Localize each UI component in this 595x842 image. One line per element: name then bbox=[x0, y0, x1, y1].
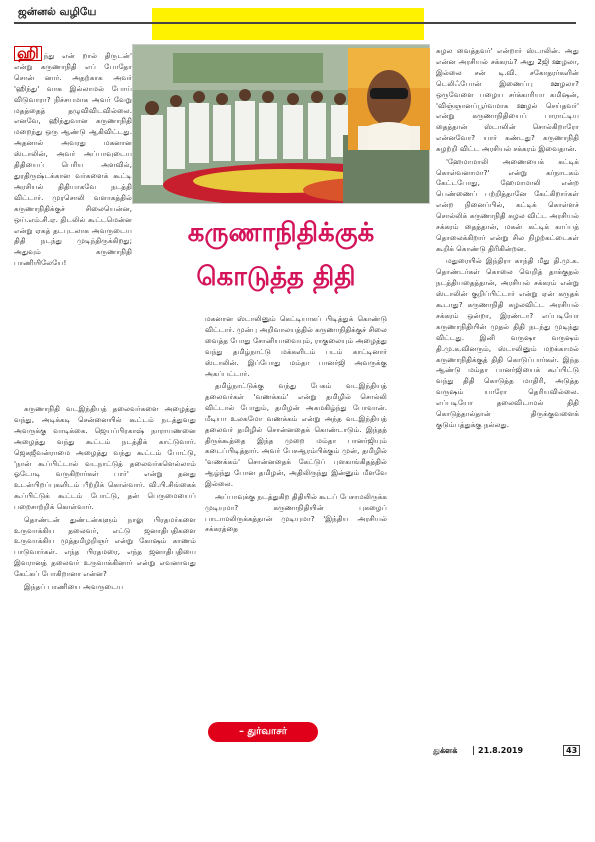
header-yellow-bar bbox=[152, 8, 424, 40]
headline-line-2: கொடுத்த திதி bbox=[196, 262, 356, 292]
article-paragraph: தொண்டன் துண்டன்களும் நாலு பிரதமர்களை உருவாக்கிய தலைவர், எட்டு ஜனாதிபதிகளை உருவாக்கிய முத்தமிழறிஞர் என்று கோஷம் காணம் பாடுவார்கள். எந்த பிரதமரை, எந்த ஜனாதிபதியை இவரானத் தலைவர் உருவாக்கினார் என்று எவனாவது கேட்கப் போகிறானா என்ன? bbox=[14, 514, 196, 579]
portrait-photo bbox=[348, 48, 430, 150]
article-column-2 bbox=[205, 314, 387, 714]
article-column-1 bbox=[14, 44, 132, 268]
dropcap: ஹி bbox=[14, 46, 42, 61]
article-paragraph: ஹி ந்து என் றால் திருடன்' என்று கருணாநிதி எப் போதோ சொன் னார். அதற்காக அவர் 'ஹிந்து' வாக இல்லாமல் போய் விடுவாரா? நிச்சயமாக அவர் வேறு மதத்தைத் தழுவிவிடவில்லை. எனவே, ஹிந்துவான கருணாநிதி மறைந்து ஒரு ஆண்டு ஆகிவிட்டது. அதனால் அவரது மகனான ஸ்டாலின், அவர் அப்பாவுடைய திதியைப் பெரிய அளவில், துரதிருஷ்டக்கான வர்களைக் கூட்டி அரசியல் திதியாகவே நடத்தி விட்டார். முரசொலி வளாகத்தில் கருணாநிதிக்குச் சிலையென்ன, ஒய்.எம்.சி.ஏ. திடலில் கூட்டமென்ன என்று ஏகத் தடபுடலாக அவருடைய திதி நடந்து முடிந்திருக்கிறது; அதுவும் கருணாநிதி பாணியிலேயே! bbox=[14, 44, 132, 268]
article-paragraph: 'ஹேமாமாலி அணையைக் கட்டிக் கொள்வனாமா?' என்று கர்நாடகம் கேட்டபோது, ஹேமாமாலி என்ற பெண்ணைப் பற்றித்தானே கேட்கிறார்கள் என்ற நினைப்பில், கட்டிக் கொள்ளச் சொல்லிக் கருணாநிதி சுழல விட்ட அரசியல் சக்கரம் தைத்தான், மகன் கட்டிக் காப்பத் தொலைக்கிறார் என்று சில நிழற்கட்டைகள் கூறிக் கொண்டு திரிகின்றன. bbox=[436, 156, 579, 253]
article-column-1-lower bbox=[14, 218, 124, 318]
article-paragraph: இந்தப் பாணியை அவருடைய bbox=[24, 581, 124, 591]
article-paragraph: அப்பாவுக்கு நடத்துகிற திதியில் கூடப் பேசாமலிருக்க முடியுமா? கருணாநிதியின் புகழைப் பாடாமலிருக்கத்தான் முடியுமா? 'இந்திய அரசியல் சக்கரத்தை bbox=[205, 491, 387, 534]
article-paragraph: சுழல வைத்தவர்' என்றார் ஸ்டாலின். அது என்ன அரசியல் சக்கரம்? அது 2ஜி ஊழலா, இல்லை சன் டி.வி. சகோதரர்களின் டெலிஃபோன் இணைப்பு ஊழலா? ஒருவேளை பழைய சர்க்காரியா கமிஷன், 'விஞ்ஞானப்பூர்வமாக ஊழல் செய்தவர்' என்று கருணாநிதியைப் பாராட்டிய தைத்தான் ஸ்டாலின் சொல்கிறாரோ என்னவோ? யார் கண்டது? கருணாநிதி சுழற்றி விட்ட அரசியல் சக்கரம் இவைதான். bbox=[436, 46, 579, 154]
page-footer bbox=[433, 745, 580, 759]
article-paragraph: மகனான ஸ்டாலினும் கெட்டியாகப் பிடித்துக் கொண்டு விட்டார். முன்பு அறிவாலயத்தில் கருணாநிதிக்குச் சிலை வைத்த போது சோனியாவையும், ராகுலையும் அழைத்து வந்து தமிழ்நாட்டு மக்களிடம் படம் காட்டினார் ஸ்டாலின். இப்போது மம்தா பானர்ஜி அவருக்கு அகப்பட்டார். bbox=[205, 314, 387, 378]
headline-line-1: கருணாநிதிக்குக் bbox=[187, 218, 375, 248]
publication-name: துக்ளக் bbox=[433, 746, 458, 755]
issue-date: 21.8.2019 bbox=[473, 746, 527, 755]
author-byline: – துர்வாசர் bbox=[208, 722, 318, 742]
article-column-1-bottom bbox=[14, 404, 196, 744]
article-paragraph: தமிழ்நாட்டுக்கு வந்து பேசும் வடஇந்தியத் தலைவர்கள் 'வணக்கம்' என்று தமிழில் சொல்லி விட்டால் போதும், தமிழன் அகமகிழ்ந்து போவான். மீடியா உலகமோ வணக்கம் என்று அந்த வடஇந்தியத் தலைவர் தமிழில் சொன்னதைக் கொண்டாடும். இந்தத் திருக்கூத்தை இந்த முறை மம்தா பானர்ஜியும் கடைப்பிடித்தார். அவர் பேசஆரம்பிக்கும் முன், தமிழில் 'வணக்கம்' சொன்னதைக் கேட்டுப் புளகாங்கிதத்தில் ஆழ்ந்து போன தமிழன், அதிலிருந்து இன்னும் மீளவே இல்லை. bbox=[205, 381, 387, 489]
page-number: 43 bbox=[563, 745, 580, 756]
article-column-3 bbox=[436, 46, 579, 746]
portrait-graphic bbox=[348, 48, 430, 150]
article-paragraph: கருணாநிதி வடஇந்தியத் தலைவர்களை அழைத்து வந்து, அடிக்கடி சென்னையில் கூட்டம் நடத்துவது அவருக்கு வாடிக்கை. ஜெயப்பிரகாஷ் நாராயணனை அழைத்து வந்து கூட்டம் நடத்திக் காட்டுவார். ஜெகஜீவன்ராமை அழைத்து வந்து கூட்டம் போட்டு, 'நான் கூப்பிட்டால் வடநாட்டுத் தலைவர்களெல்லாம் ஓடோடி வருகிறார்கள் பார்' என்று தனது உடன்பிறப்புகளிடம் பீற்றிக் கொள்வார். வி.பி.சிங்கைக் கூப்பிட்டுக் கூட்டம் போட்டு, தன் பெருமையைப் பறைசாற்றிக் கொள்வார். bbox=[14, 404, 196, 512]
article-paragraph: மதுரையில் இந்திரா காந்தி மீது தி.மு.க. தொண்டர்கள் கொலை வெறித் தாக்குதல் நடத்தியதைத்தான், அரசியல் சக்கரம் என்று ஸ்டாலின் குறிப்பிட்டார் என்று ஏன் கருதக் கூடாது? கருணாநிதி சுழலவிட்ட அரசியல் சக்கரம் ஒன்றா, இரண்டா? எப்படியோ கருணாநிதியின் முதல் திதி நடந்து முடிந்து விட்டது. இனி வருஷா வருஷம் தி.மு.க.வினரும், ஸ்டாலினும் மறக்காமல் கருணாநிதிக்குத் திதி கொடுப்பார்கள். இந்த ஆண்டு மம்தா பானர்ஜியைக் கூப்பிட்டு வந்து திதி கொடுத்த மாதிரி, அடுத்த வருஷம் யாரோ தெரியவில்லை. எப்படியோ தலைவிடாமல் திதி கொடுத்தால்தான் திருக்குவளைக் குடும்பத்துக்கு நல்லது. bbox=[436, 256, 579, 429]
section-label: ஜன்னல் வழியே bbox=[18, 6, 97, 18]
header-rule bbox=[14, 22, 576, 24]
